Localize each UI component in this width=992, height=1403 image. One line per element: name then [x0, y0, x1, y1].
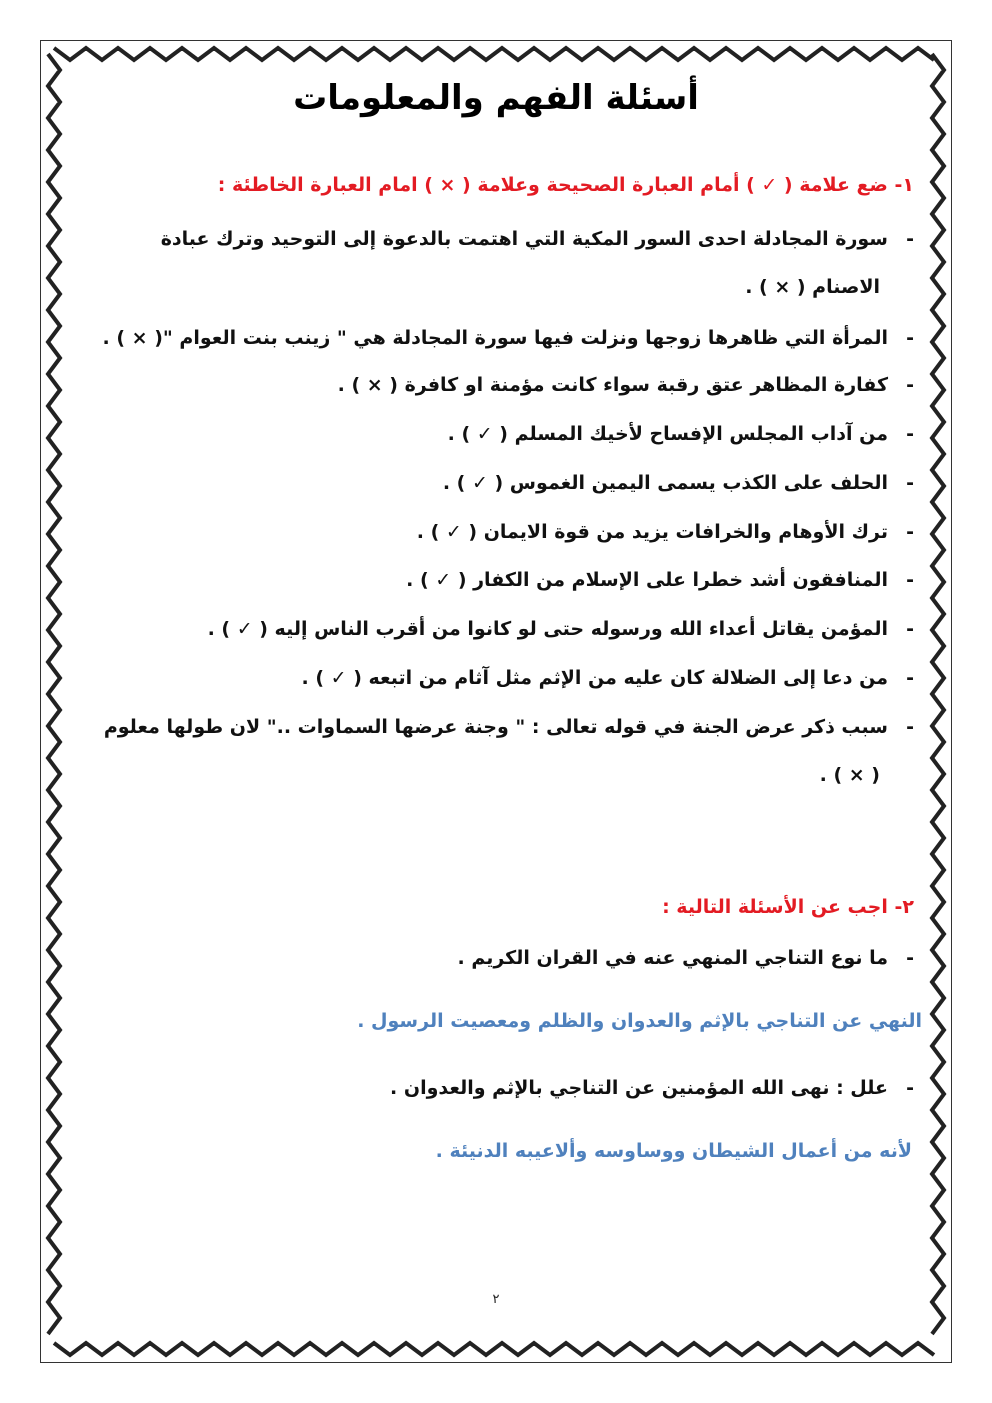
question-1: -ما نوع التناجي المنهي عنه في القران الكريم .	[457, 947, 914, 969]
section1-heading: ١- ضع علامة ( ✓ ) أمام العبارة الصحيحة وعلامة ( × ) امام العبارة الخاطئة :	[217, 174, 914, 196]
statement-1-mark: الاصنام ( × ) .	[745, 276, 880, 298]
statement-10-mark: ( × ) .	[819, 764, 880, 786]
answer-2: لأنه من أعمال الشيطان ووساوسه وألاعيبه الدنيئة .	[435, 1140, 912, 1162]
statement-10: -سبب ذكر عرض الجنة في قوله تعالى : " وجنة عرضها السماوات .." لان طولها معلوم ( × ) .	[104, 713, 914, 789]
statement-4: -من آداب المجلس الإفساح لأخيك المسلم ( ✓ ) .	[447, 423, 914, 445]
statement-7: -المنافقون أشد خطرا على الإسلام من الكفار ( ✓ ) .	[406, 569, 914, 591]
page-number: ٢	[492, 1292, 500, 1307]
statement-6: -ترك الأوهام والخرافات يزيد من قوة الايمان ( ✓ ) .	[416, 521, 914, 543]
statement-3: -كفارة المظاهر عتق رقبة سواء كانت مؤمنة او كافرة ( × ) .	[337, 374, 914, 396]
question-2: -علل : نهى الله المؤمنين عن التناجي بالإثم والعدوان .	[390, 1077, 914, 1099]
statement-8: -المؤمن يقاتل أعداء الله ورسوله حتى لو كانوا من أقرب الناس إليه ( ✓ ) .	[207, 618, 914, 640]
statement-9: -من دعا إلى الضلالة كان عليه من الإثم مثل آثام من اتبعه ( ✓ ) .	[301, 667, 914, 689]
statement-5: -الحلف على الكذب يسمى اليمين الغموس ( ✓ ) .	[442, 472, 914, 494]
statement-2: -المرأة التي ظاهرها زوجها ونزلت فيها سورة المجادلة هي " زينب بنت العوام "( × ) .	[102, 327, 914, 349]
answer-1: النهي عن التناجي بالإثم والعدوان والظلم ومعصيت الرسول .	[357, 1010, 922, 1032]
worksheet-page	[70, 70, 922, 1333]
page-title: أسئلة الفهم والمعلومات	[293, 78, 699, 118]
section2-heading: ٢- اجب عن الأسئلة التالية :	[662, 896, 914, 918]
statement-1: -سورة المجادلة احدى السور المكية التي اهتمت بالدعوة إلى التوحيد وترك عبادة الاصنام ( × ) .	[161, 225, 914, 301]
